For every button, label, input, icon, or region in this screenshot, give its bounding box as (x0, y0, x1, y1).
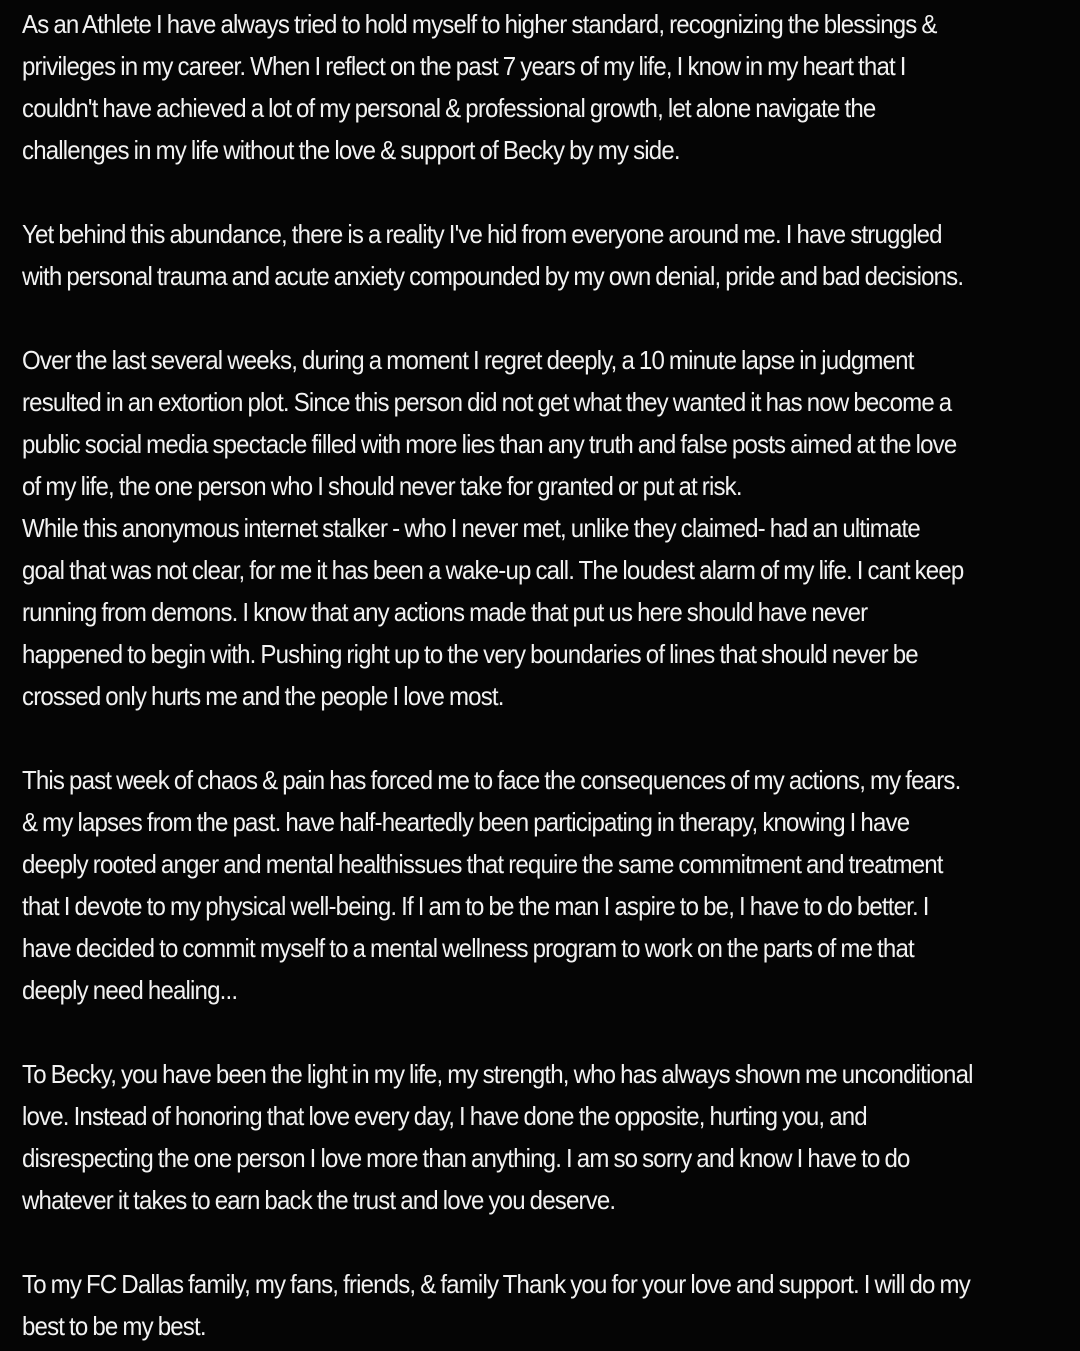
text-line: couldn't have achieved a lot of my personal & professional growth, let alone navigate the (22, 93, 876, 123)
paragraph-thanks (22, 1263, 984, 1347)
paragraph-gap (22, 717, 984, 759)
text-line: & my lapses from the past. have half-heartedly been participating in therapy, knowing I have (22, 807, 910, 837)
paragraph-gap (22, 171, 984, 213)
text-line: have decided to commit myself to a mental wellness program to work on the parts of me that (22, 933, 914, 963)
text-line: deeply need healing... (22, 975, 238, 1005)
text-line: Yet behind this abundance, there is a reality I've hid from everyone around me. I have struggled (22, 219, 942, 249)
text-line: of my life, the one person who I should never take for granted or put at risk. (22, 471, 742, 501)
text-line: running from demons. I know that any actions made that put us here should have never (22, 597, 868, 627)
text-line: While this anonymous internet stalker - who I never met, unlike they claimed- had an ultimate (22, 513, 920, 543)
paragraph-athlete-reflection (22, 3, 984, 171)
text-line: As an Athlete I have always tried to hold myself to higher standard, recognizing the blessings & (22, 9, 937, 39)
text-line: disrespecting the one person I love more than anything. I am so sorry and know I have to do (22, 1143, 910, 1173)
text-line: To Becky, you have been the light in my life, my strength, who has always shown me unconditional (22, 1059, 973, 1089)
text-line: deeply rooted anger and mental healthissues that require the same commitment and treatment (22, 849, 943, 879)
text-line: This past week of chaos & pain has forced me to face the consequences of my actions, my fears. (22, 765, 961, 795)
paragraph-extortion (22, 339, 984, 717)
text-line: with personal trauma and acute anxiety compounded by my own denial, pride and bad decisions. (22, 261, 964, 291)
paragraph-to-becky (22, 1053, 984, 1221)
text-line: that I devote to my physical well-being. If I am to be the man I aspire to be, I have to do better. I (22, 891, 929, 921)
text-line: happened to begin with. Pushing right up to the very boundaries of lines that should never be (22, 639, 918, 669)
paragraph-therapy (22, 759, 984, 1011)
text-line: To my FC Dallas family, my fans, friends, & family Thank you for your love and support. I will do my (22, 1269, 970, 1299)
paragraph-gap (22, 1221, 984, 1263)
text-line: Over the last several weeks, during a moment I regret deeply, a 10 minute lapse in judgment (22, 345, 914, 375)
text-line: whatever it takes to earn back the trust and love you deserve. (22, 1185, 616, 1215)
paragraph-gap (22, 297, 984, 339)
text-line: challenges in my life without the love & support of Becky by my side. (22, 135, 680, 165)
text-line: best to be my best. (22, 1311, 206, 1341)
text-line: public social media spectacle filled with more lies than any truth and false posts aimed at the love (22, 429, 957, 459)
text-line: crossed only hurts me and the people I love most. (22, 681, 504, 711)
text-line: love. Instead of honoring that love every day, I have done the opposite, hurting you, and (22, 1101, 867, 1131)
text-line: privileges in my career. When I reflect on the past 7 years of my life, I know in my heart that I (22, 51, 906, 81)
paragraph-hidden-reality (22, 213, 984, 297)
text-line: goal that was not clear, for me it has been a wake-up call. The loudest alarm of my life. I cant keep (22, 555, 964, 585)
text-line: resulted in an extortion plot. Since this person did not get what they wanted it has now become a (22, 387, 952, 417)
paragraph-gap (22, 1011, 984, 1053)
statement-text (22, 3, 984, 1347)
